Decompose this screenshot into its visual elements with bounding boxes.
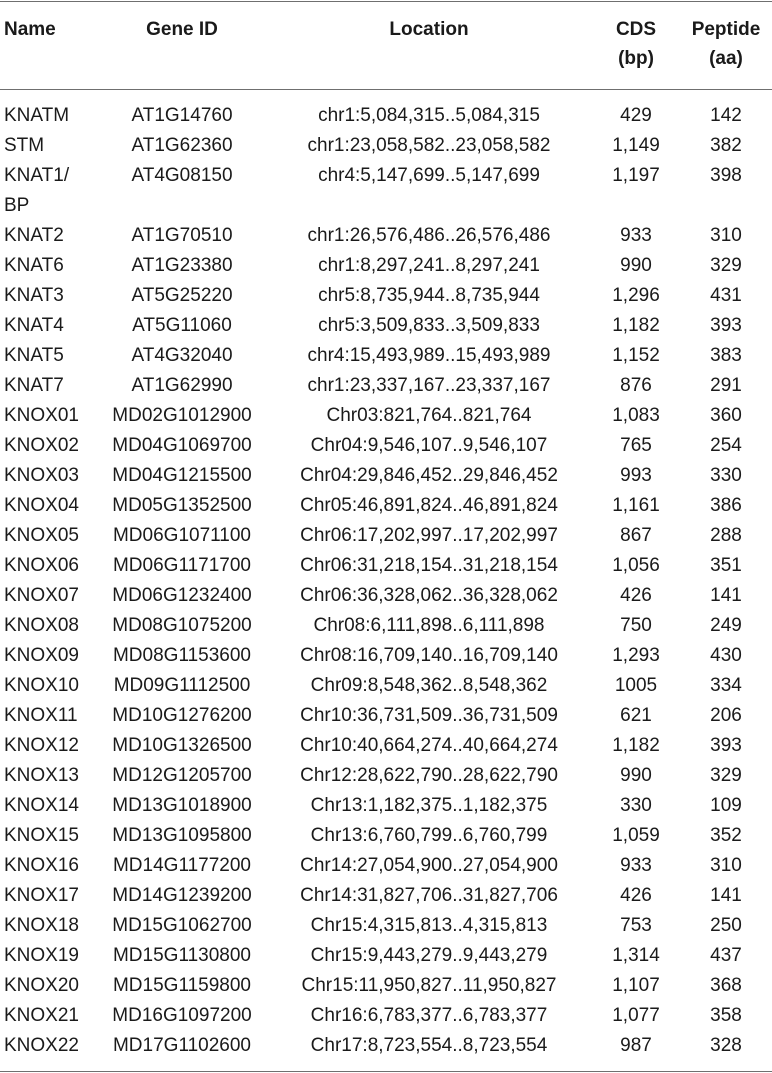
cell-name-line1: KNOX06 xyxy=(4,555,79,576)
cell-location: Chr13:6,760,799..6,760,799 xyxy=(310,825,548,846)
cell-name xyxy=(0,311,98,341)
cell-name-line1: STM xyxy=(4,135,45,156)
cell-peptide: 382 xyxy=(710,135,742,156)
cell-location: Chr08:16,709,140..16,709,140 xyxy=(300,645,558,666)
cell-cds: 1,107 xyxy=(612,975,660,996)
cell-name-line1: KNOX12 xyxy=(4,735,79,756)
cell-location: chr5:3,509,833..3,509,833 xyxy=(318,315,540,336)
cell-name-line1: KNOX20 xyxy=(4,975,79,996)
cell-name-line1: KNOX04 xyxy=(4,495,79,516)
cell-cds: 1005 xyxy=(614,675,658,696)
cell-name xyxy=(0,161,98,221)
table-row xyxy=(0,431,772,461)
table-row xyxy=(0,251,772,281)
cell-cds: 1,161 xyxy=(612,495,660,516)
cell-location: Chr10:36,731,509..36,731,509 xyxy=(300,705,558,726)
table-row xyxy=(0,641,772,671)
cell-peptide: 330 xyxy=(710,465,742,486)
cell-peptide: 329 xyxy=(710,765,742,786)
cell-name-line1: KNAT3 xyxy=(4,285,64,306)
cell-gene-id: MD08G1153600 xyxy=(112,645,252,666)
cell-location: chr4:15,493,989..15,493,989 xyxy=(307,345,551,366)
cell-name xyxy=(0,521,98,551)
cell-name xyxy=(0,611,98,641)
cell-cds: 330 xyxy=(620,795,652,816)
cell-name xyxy=(0,431,98,461)
cell-name xyxy=(0,821,98,851)
table-row xyxy=(0,161,772,221)
cell-name-line1: KNAT2 xyxy=(4,225,64,246)
table-row xyxy=(0,881,772,911)
cell-name-line1: KNAT6 xyxy=(4,255,64,276)
cell-cds: 753 xyxy=(620,915,652,936)
cell-name-line1: KNOX02 xyxy=(4,435,79,456)
cell-peptide: 109 xyxy=(710,795,742,816)
cell-name xyxy=(0,971,98,1001)
table-row xyxy=(0,611,772,641)
cell-peptide: 329 xyxy=(710,255,742,276)
cell-name xyxy=(0,89,98,131)
cell-name xyxy=(0,731,98,761)
cell-location: Chr04:9,546,107..9,546,107 xyxy=(310,435,548,456)
cell-name xyxy=(0,341,98,371)
cell-cds: 1,182 xyxy=(612,315,660,336)
cell-location: Chr14:27,054,900..27,054,900 xyxy=(300,855,558,876)
table-row xyxy=(0,371,772,401)
cell-peptide: 141 xyxy=(710,885,742,906)
cell-gene-id: MD04G1069700 xyxy=(112,435,252,456)
cell-name xyxy=(0,881,98,911)
cell-peptide: 334 xyxy=(710,675,742,696)
cell-peptide: 288 xyxy=(710,525,742,546)
table-row xyxy=(0,761,772,791)
table-row xyxy=(0,791,772,821)
cell-location: chr1:23,058,582..23,058,582 xyxy=(307,135,551,156)
cell-name-line1: KNOX09 xyxy=(4,645,79,666)
cell-name-line1: KNAT1/ xyxy=(4,165,70,186)
cell-name xyxy=(0,1001,98,1031)
cell-location: Chr12:28,622,790..28,622,790 xyxy=(300,765,558,786)
cell-location: Chr09:8,548,362..8,548,362 xyxy=(310,675,548,696)
cell-name xyxy=(0,1031,98,1061)
cell-gene-id: MD12G1205700 xyxy=(112,765,252,786)
cell-name xyxy=(0,131,98,161)
table-row xyxy=(0,851,772,881)
cell-name-line1: KNOX11 xyxy=(4,705,78,726)
cell-name xyxy=(0,281,98,311)
cell-peptide: 383 xyxy=(710,345,742,366)
cell-cds: 426 xyxy=(620,885,652,906)
cell-name xyxy=(0,851,98,881)
cell-name-line1: KNOX16 xyxy=(4,855,79,876)
cell-location: Chr06:17,202,997..17,202,997 xyxy=(300,525,558,546)
cell-cds: 933 xyxy=(620,855,652,876)
cell-peptide: 291 xyxy=(710,375,742,396)
cell-gene-id: MD04G1215500 xyxy=(112,465,252,486)
cell-cds: 1,314 xyxy=(612,945,660,966)
cell-name-line1: KNOX07 xyxy=(4,585,79,606)
cell-location: Chr15:11,950,827..11,950,827 xyxy=(301,975,557,996)
cell-location: Chr06:36,328,062..36,328,062 xyxy=(300,585,558,606)
cell-location: chr1:5,084,315..5,084,315 xyxy=(318,105,540,126)
cell-name xyxy=(0,911,98,941)
table-row xyxy=(0,89,772,131)
cell-gene-id: MD13G1018900 xyxy=(112,795,252,816)
cell-name-line1: KNOX10 xyxy=(4,675,79,696)
cell-peptide: 430 xyxy=(710,645,742,666)
header-gene-id: Gene ID xyxy=(146,19,218,40)
header-peptide xyxy=(680,0,772,89)
cell-gene-id: MD06G1171700 xyxy=(112,555,252,576)
cell-name-line2: BP xyxy=(4,195,30,216)
cell-name xyxy=(0,461,98,491)
table-row xyxy=(0,551,772,581)
cell-gene-id: AT1G62990 xyxy=(131,375,233,396)
cell-location: Chr10:40,664,274..40,664,274 xyxy=(300,735,558,756)
cell-location: Chr15:4,315,813..4,315,813 xyxy=(310,915,548,936)
cell-location: Chr15:9,443,279..9,443,279 xyxy=(310,945,548,966)
cell-cds: 1,293 xyxy=(612,645,660,666)
table-row xyxy=(0,221,772,251)
cell-gene-id: AT1G70510 xyxy=(131,225,233,246)
cell-name-line1: KNOX08 xyxy=(4,615,79,636)
cell-name xyxy=(0,761,98,791)
cell-peptide: 310 xyxy=(710,225,742,246)
header-name: Name xyxy=(4,19,56,40)
cell-location: Chr14:31,827,706..31,827,706 xyxy=(300,885,558,906)
cell-gene-id: AT5G11060 xyxy=(132,315,232,336)
cell-name-line1: KNOX14 xyxy=(4,795,79,816)
header-peptide-line2: (aa) xyxy=(709,48,743,69)
cell-cds: 990 xyxy=(620,765,652,786)
cell-name-line1: KNOX21 xyxy=(4,1005,79,1026)
cell-peptide: 310 xyxy=(710,855,742,876)
cell-name xyxy=(0,251,98,281)
cell-peptide: 431 xyxy=(710,285,742,306)
cell-peptide: 360 xyxy=(710,405,742,426)
header-cds-line2: (bp) xyxy=(618,48,654,69)
cell-gene-id: AT1G14760 xyxy=(131,105,233,126)
cell-location: Chr05:46,891,824..46,891,824 xyxy=(300,495,558,516)
cell-location: chr5:8,735,944..8,735,944 xyxy=(318,285,540,306)
cell-name xyxy=(0,941,98,971)
cell-peptide: 352 xyxy=(710,825,742,846)
cell-cds: 876 xyxy=(620,375,652,396)
cell-name-line1: KNOX05 xyxy=(4,525,79,546)
cell-location: Chr16:6,783,377..6,783,377 xyxy=(310,1005,548,1026)
table-row xyxy=(0,461,772,491)
header-location: Location xyxy=(389,19,469,40)
header-cds-line1: CDS xyxy=(615,19,657,40)
cell-cds: 933 xyxy=(620,225,652,246)
cell-name xyxy=(0,701,98,731)
table-row xyxy=(0,401,772,431)
table-row xyxy=(0,131,772,161)
cell-cds: 993 xyxy=(620,465,652,486)
cell-cds: 987 xyxy=(620,1035,652,1056)
cell-location: chr1:26,576,486..26,576,486 xyxy=(307,225,551,246)
cell-name xyxy=(0,371,98,401)
cell-cds: 1,056 xyxy=(612,555,660,576)
cell-name xyxy=(0,401,98,431)
cell-peptide: 393 xyxy=(710,735,742,756)
table-row xyxy=(0,941,772,971)
cell-location: Chr17:8,723,554..8,723,554 xyxy=(310,1035,548,1056)
cell-name-line1: KNAT4 xyxy=(4,315,64,336)
cell-gene-id: MD02G1012900 xyxy=(112,405,252,426)
cell-location: Chr13:1,182,375..1,182,375 xyxy=(310,795,548,816)
cell-gene-id: AT5G25220 xyxy=(131,285,233,306)
cell-peptide: 358 xyxy=(710,1005,742,1026)
cell-peptide: 142 xyxy=(710,105,742,126)
table-row xyxy=(0,911,772,941)
cell-name-line1: KNOX22 xyxy=(4,1035,79,1056)
header-peptide-line1: Peptide xyxy=(691,19,761,40)
table-row xyxy=(0,491,772,521)
table-row xyxy=(0,521,772,551)
cell-cds: 750 xyxy=(620,615,652,636)
table-row xyxy=(0,821,772,851)
cell-cds: 990 xyxy=(620,255,652,276)
table-row xyxy=(0,341,772,371)
cell-peptide: 250 xyxy=(710,915,742,936)
cell-cds: 1,296 xyxy=(612,285,660,306)
table-row xyxy=(0,971,772,1001)
cell-gene-id: MD15G1130800 xyxy=(112,945,252,966)
cell-name xyxy=(0,791,98,821)
table-row xyxy=(0,731,772,761)
cell-location: chr1:8,297,241..8,297,241 xyxy=(318,255,540,276)
cell-location: chr1:23,337,167..23,337,167 xyxy=(307,375,551,396)
cell-cds: 1,059 xyxy=(612,825,660,846)
cell-cds: 429 xyxy=(620,105,652,126)
cell-name-line1: KNAT5 xyxy=(4,345,64,366)
table-body xyxy=(0,89,772,1061)
table-row xyxy=(0,671,772,701)
cell-gene-id: AT4G32040 xyxy=(131,345,233,366)
table-header xyxy=(0,0,772,89)
cell-name xyxy=(0,671,98,701)
cell-location: Chr06:31,218,154..31,218,154 xyxy=(300,555,558,576)
cell-peptide: 368 xyxy=(710,975,742,996)
cell-gene-id: MD05G1352500 xyxy=(112,495,252,516)
cell-gene-id: MD15G1159800 xyxy=(112,975,252,996)
cell-peptide: 141 xyxy=(710,585,742,606)
cell-cds: 621 xyxy=(620,705,652,726)
cell-peptide: 254 xyxy=(710,435,742,456)
cell-gene-id: MD09G1112500 xyxy=(113,675,251,696)
cell-name-line1: KNOX13 xyxy=(4,765,79,786)
cell-gene-id: MD10G1326500 xyxy=(112,735,252,756)
cell-name-line1: KNOX03 xyxy=(4,465,79,486)
table-row xyxy=(0,701,772,731)
cell-gene-id: AT1G62360 xyxy=(131,135,233,156)
cell-name xyxy=(0,221,98,251)
cell-name xyxy=(0,641,98,671)
cell-name-line1: KNOX17 xyxy=(4,885,79,906)
cell-peptide: 351 xyxy=(710,555,742,576)
cell-cds: 1,077 xyxy=(612,1005,660,1026)
cell-peptide: 398 xyxy=(710,165,742,186)
cell-gene-id: MD16G1097200 xyxy=(112,1005,252,1026)
cell-gene-id: AT1G23380 xyxy=(131,255,233,276)
cell-cds: 1,152 xyxy=(612,345,660,366)
cell-peptide: 437 xyxy=(710,945,742,966)
cell-peptide: 393 xyxy=(710,315,742,336)
cell-cds: 1,197 xyxy=(612,165,660,186)
cell-cds: 1,083 xyxy=(612,405,660,426)
table-row xyxy=(0,311,772,341)
table-row xyxy=(0,281,772,311)
table-row xyxy=(0,1031,772,1061)
cell-peptide: 249 xyxy=(710,615,742,636)
table-bottom-rule xyxy=(0,1071,772,1072)
cell-cds: 426 xyxy=(620,585,652,606)
cell-cds: 1,149 xyxy=(612,135,660,156)
cell-gene-id: MD08G1075200 xyxy=(112,615,252,636)
cell-name-line1: KNOX01 xyxy=(4,405,79,426)
cell-name-line1: KNOX15 xyxy=(4,825,79,846)
cell-gene-id: AT4G08150 xyxy=(131,165,233,186)
cell-peptide: 386 xyxy=(710,495,742,516)
cell-gene-id: MD10G1276200 xyxy=(112,705,252,726)
cell-location: Chr04:29,846,452..29,846,452 xyxy=(300,465,558,486)
cell-name-line1: KNAT7 xyxy=(4,375,64,396)
cell-gene-id: MD14G1239200 xyxy=(112,885,252,906)
cell-name xyxy=(0,491,98,521)
table-row xyxy=(0,581,772,611)
cell-peptide: 206 xyxy=(710,705,742,726)
header-cds xyxy=(592,0,680,89)
cell-gene-id: MD06G1232400 xyxy=(112,585,252,606)
cell-cds: 1,182 xyxy=(612,735,660,756)
cell-cds: 765 xyxy=(620,435,652,456)
cell-location: Chr03:821,764..821,764 xyxy=(326,405,532,426)
table-row xyxy=(0,1001,772,1031)
cell-location: chr4:5,147,699..5,147,699 xyxy=(318,165,540,186)
cell-location: Chr08:6,111,898..6,111,898 xyxy=(313,615,545,636)
cell-gene-id: MD13G1095800 xyxy=(112,825,252,846)
cell-peptide: 328 xyxy=(710,1035,742,1056)
cell-name-line1: KNATM xyxy=(4,105,70,126)
cell-gene-id: MD06G1071100 xyxy=(112,525,252,546)
cell-gene-id: MD17G1102600 xyxy=(112,1035,252,1056)
cell-name xyxy=(0,581,98,611)
cell-name-line1: KNOX18 xyxy=(4,915,79,936)
cell-gene-id: MD15G1062700 xyxy=(112,915,252,936)
cell-cds: 867 xyxy=(620,525,652,546)
cell-gene-id: MD14G1177200 xyxy=(112,855,252,876)
cell-name-line1: KNOX19 xyxy=(4,945,79,966)
cell-name xyxy=(0,551,98,581)
